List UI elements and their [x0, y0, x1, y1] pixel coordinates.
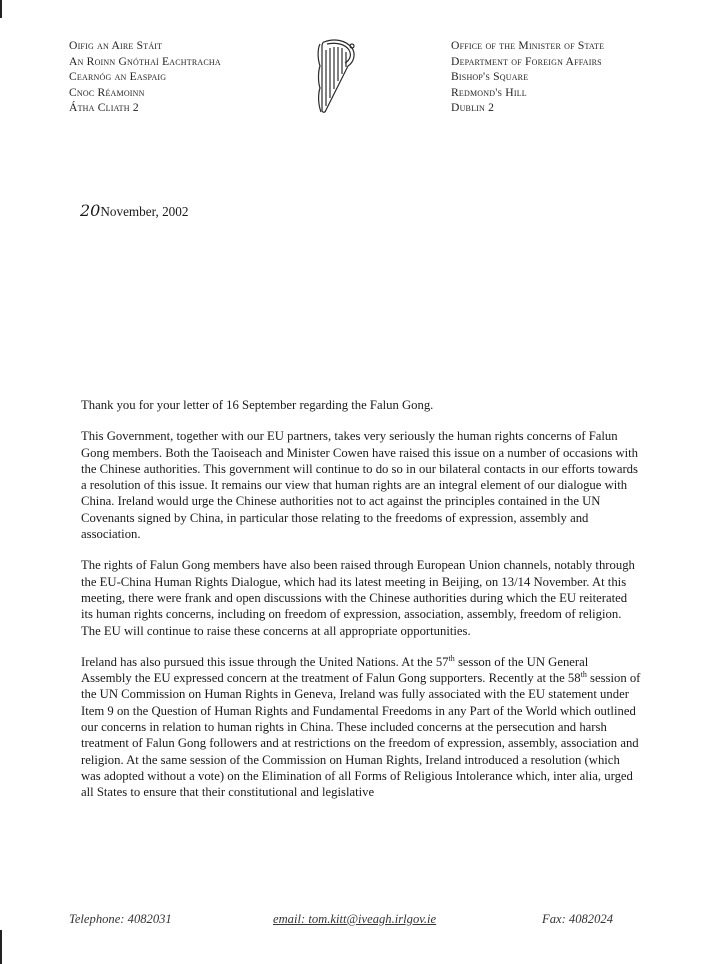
body-text: Ireland has also pursued this issue through the United Nations. At the 57 [81, 654, 449, 669]
scan-edge-mark-top [0, 0, 2, 18]
ordinal-suffix: th [448, 653, 455, 663]
date-day-handwritten: 20 [80, 201, 101, 220]
body-paragraph: This Government, together with our EU partners, takes very seriously the human rights concerns of Falun Gong members. Both the Taoiseach and Minister Cowen have raised this issue on a number of occasions with the Chinese authorities. This government will continue to do so in our bilateral contacts in our efforts towards a resolution of this issue. It remains our view that human rights are an integral element of our dialogue with China. Ireland would urge the Chinese authorities not to act against the principles contained in the UN Covenants signed by China, in particular those relating to the freedoms of expression, assembly and association. [81, 429, 639, 542]
letterhead-irish [69, 38, 221, 116]
letterhead-english-line: Redmond's Hill [451, 85, 527, 99]
letterhead-english-line: Office of the Minister of State [451, 39, 605, 52]
ordinal-suffix: th [580, 669, 587, 679]
letterhead-irish-line: Cnoc Réamoinn [69, 85, 145, 99]
letterhead-english-line: Department of Foreign Affairs [451, 54, 602, 68]
letterhead-english-line: Bishop's Square [451, 70, 529, 83]
scan-edge-mark-bottom [0, 930, 2, 964]
footer-telephone: Telephone: 4082031 [69, 912, 172, 926]
letter-body [81, 397, 641, 816]
body-paragraph: Thank you for your letter of 16 September regarding the Falun Gong. [81, 398, 434, 412]
body-text: sesson of the UN General Assembly the EU expressed concern at the treatment of Falun Gong supporters. Recently at the 58 [81, 654, 589, 686]
letterhead-irish-line: An Roinn Gnóthaí Eachtracha [69, 54, 221, 68]
harp-icon [314, 36, 360, 116]
letterhead-english [451, 38, 604, 116]
footer-email-link[interactable]: email: tom.kitt@iveagh.irlgov.ie [273, 912, 437, 926]
body-text: session of the UN Commission on Human Rights in Geneva, Ireland was fully associated with the EU statement under Item 9 on the Question of Human Rights and Fundamental Freedoms in any Part of the World which outlined our concerns in relation to human rights in China. These included concerns at the persecution and harsh treatment of Falun Gong followers and at restrictions on the freedom of expression, assembly, association and religion. At the same session of the Commission on Human Rights, Ireland introduced a resolution (which was adopted without a vote) on the Elimination of all Forms of Religious Intolerance which, inter alia, urged all States to ensure that their constitutional and legislative [81, 671, 641, 800]
footer-fax: Fax: 4082024 [542, 912, 613, 926]
letterhead-english-line: Dublin 2 [451, 101, 495, 114]
body-paragraph [81, 654, 641, 801]
date-month-year: November, 2002 [100, 204, 189, 219]
letterhead-irish-line: Átha Cliath 2 [69, 101, 139, 114]
letter-date [80, 201, 188, 220]
letterhead-irish-line: Cearnóg an Easpaig [69, 70, 167, 83]
body-paragraph: The rights of Falun Gong members have also been raised through European Union channels, notably through the EU-China Human Rights Dialogue, which had its latest meeting in Beijing, on 13/14 November. At this meeting, there were frank and open discussions with the Chinese authorities during which the EU reiterated its human rights concerns, including on freedom of expression, association, assembly, freedom of religion. The EU will continue to raise these concerns at all appropriate opportunities. [81, 558, 635, 638]
letterhead-irish-line: Oifig an Aire Stáit [69, 39, 163, 52]
